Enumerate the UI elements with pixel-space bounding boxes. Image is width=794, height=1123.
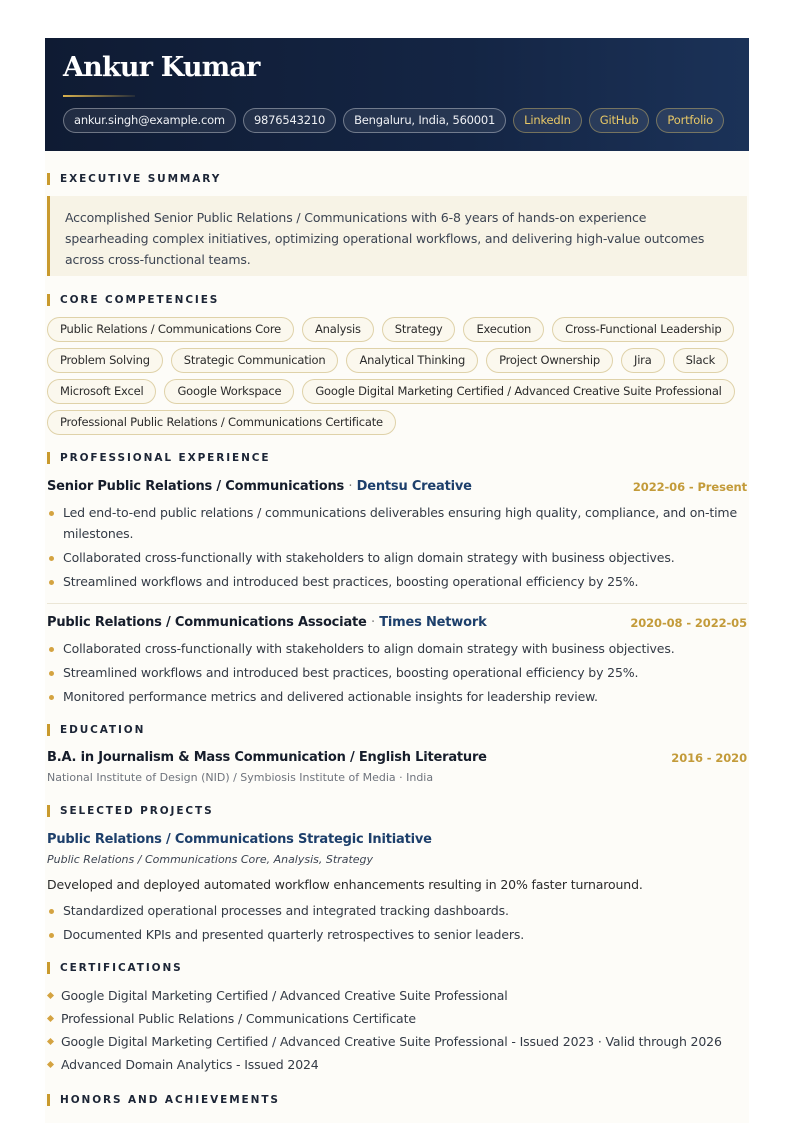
- section-marker: [47, 452, 50, 464]
- section-heading-competencies: [47, 294, 219, 306]
- job-dates: 2022-06 - Present: [632, 480, 747, 494]
- title-separator: ·: [348, 479, 353, 494]
- skill-chip: Google Workspace: [164, 379, 294, 404]
- section-marker: [47, 294, 50, 306]
- skill-chip: Strategic Communication: [171, 348, 339, 373]
- bullet-item: Streamlined workflows and introduced best practices, boosting operational efficiency by 25%.: [47, 663, 747, 684]
- section-heading-experience: [47, 452, 270, 464]
- section-title: EDUCATION: [60, 724, 146, 736]
- github-link[interactable]: GitHub: [589, 108, 650, 133]
- bullet-item: Monitored performance metrics and delivered actionable insights for leadership review.: [47, 687, 747, 708]
- company-name: Dentsu Creative: [356, 479, 472, 494]
- skill-row: [47, 379, 747, 404]
- skill-chip: Jira: [621, 348, 665, 373]
- summary-text: Accomplished Senior Public Relations / Communications with 6-8 years of hands-on experience spearheading complex initiatives, optimizing operational workflows, and delivering high-value outcomes across cross-functional teams.: [47, 196, 747, 276]
- skill-chip: Google Digital Marketing Certified / Advanced Creative Suite Professional: [302, 379, 734, 404]
- skill-chip: Microsoft Excel: [47, 379, 156, 404]
- section-heading-certifications: [47, 962, 183, 974]
- bullet-item: Collaborated cross-functionally with stakeholders to align domain strategy with business objectives.: [47, 548, 747, 569]
- section-title: CORE COMPETENCIES: [60, 294, 220, 306]
- skill-chip: Cross-Functional Leadership: [552, 317, 734, 342]
- skill-chip: Problem Solving: [47, 348, 163, 373]
- skill-chip: Public Relations / Communications Core: [47, 317, 294, 342]
- section-marker: [47, 962, 50, 974]
- certification-item: Google Digital Marketing Certified / Advanced Creative Suite Professional - Issued 2023 · Valid through 2026: [47, 1032, 747, 1051]
- section-title: EXECUTIVE SUMMARY: [60, 173, 222, 185]
- skill-chip: Analysis: [302, 317, 374, 342]
- contact-email[interactable]: ankur.singh@example.com: [63, 108, 236, 133]
- job-title-heading: [47, 615, 487, 630]
- education-dates: 2016 - 2020: [671, 751, 747, 765]
- job-dates: 2020-08 - 2022-05: [630, 616, 747, 630]
- certification-item: Professional Public Relations / Communications Certificate: [47, 1009, 747, 1028]
- skill-row: [47, 410, 747, 435]
- skill-chip: Execution: [463, 317, 544, 342]
- job-title: Public Relations / Communications Associate: [47, 615, 367, 630]
- bullet-item: Streamlined workflows and introduced best practices, boosting operational efficiency by 25%.: [47, 572, 747, 593]
- bullet-item: Standardized operational processes and integrated tracking dashboards.: [47, 901, 747, 922]
- skill-chip: Slack: [673, 348, 729, 373]
- certification-list: [47, 986, 747, 1078]
- linkedin-link[interactable]: LinkedIn: [513, 108, 582, 133]
- section-marker: [47, 173, 50, 185]
- contact-list: [63, 108, 724, 133]
- certification-item: Advanced Domain Analytics - Issued 2024: [47, 1055, 747, 1074]
- section-heading-honors: [47, 1094, 280, 1106]
- skill-chip: Project Ownership: [486, 348, 613, 373]
- contact-location: Bengaluru, India, 560001: [343, 108, 506, 133]
- section-title: PROFESSIONAL EXPERIENCE: [60, 452, 271, 464]
- section-marker: [47, 805, 50, 817]
- job-title-heading: [47, 479, 472, 494]
- contact-phone[interactable]: 9876543210: [243, 108, 336, 133]
- section-title: CERTIFICATIONS: [60, 962, 183, 974]
- title-separator: ·: [370, 615, 375, 630]
- company-name: Times Network: [379, 615, 487, 630]
- section-title: SELECTED PROJECTS: [60, 805, 214, 817]
- skill-chip: Strategy: [382, 317, 456, 342]
- candidate-name: Ankur Kumar: [63, 52, 260, 83]
- section-marker: [47, 724, 50, 736]
- job-title: Senior Public Relations / Communications: [47, 479, 345, 494]
- section-title: HONORS AND ACHIEVEMENTS: [60, 1094, 280, 1106]
- name-underline: [63, 95, 135, 97]
- resume-sheet: [45, 38, 749, 1123]
- skill-row: [47, 317, 747, 342]
- project-bullets: [47, 901, 747, 949]
- project-title: Public Relations / Communications Strategic Initiative: [47, 832, 432, 847]
- project-tech: Public Relations / Communications Core, Analysis, Strategy: [47, 853, 374, 866]
- skills-list: [47, 317, 747, 441]
- section-heading-projects: [47, 805, 214, 817]
- resume-header: [45, 38, 749, 151]
- job-bullets: [47, 639, 747, 711]
- section-heading-education: [47, 724, 145, 736]
- skill-chip: Analytical Thinking: [346, 348, 478, 373]
- certification-item: Google Digital Marketing Certified / Advanced Creative Suite Professional: [47, 986, 747, 1005]
- job-bullets: [47, 503, 747, 596]
- bullet-item: Collaborated cross-functionally with stakeholders to align domain strategy with business objectives.: [47, 639, 747, 660]
- section-marker: [47, 1094, 50, 1106]
- bullet-item: Documented KPIs and presented quarterly retrospectives to senior leaders.: [47, 925, 747, 946]
- job-divider: [47, 603, 747, 604]
- degree-title: B.A. in Journalism & Mass Communication / English Literature: [47, 750, 487, 765]
- project-description: Developed and deployed automated workflow enhancements resulting in 20% faster turnaround.: [47, 877, 643, 892]
- bullet-item: Led end-to-end public relations / communications deliverables ensuring high quality, compliance, and on-time milestones.: [47, 503, 747, 544]
- section-heading-summary: [47, 173, 221, 185]
- skill-chip: Professional Public Relations / Communications Certificate: [47, 410, 396, 435]
- school-name: National Institute of Design (NID) / Symbiosis Institute of Media · India: [47, 771, 434, 784]
- skill-row: [47, 348, 747, 373]
- portfolio-link[interactable]: Portfolio: [656, 108, 724, 133]
